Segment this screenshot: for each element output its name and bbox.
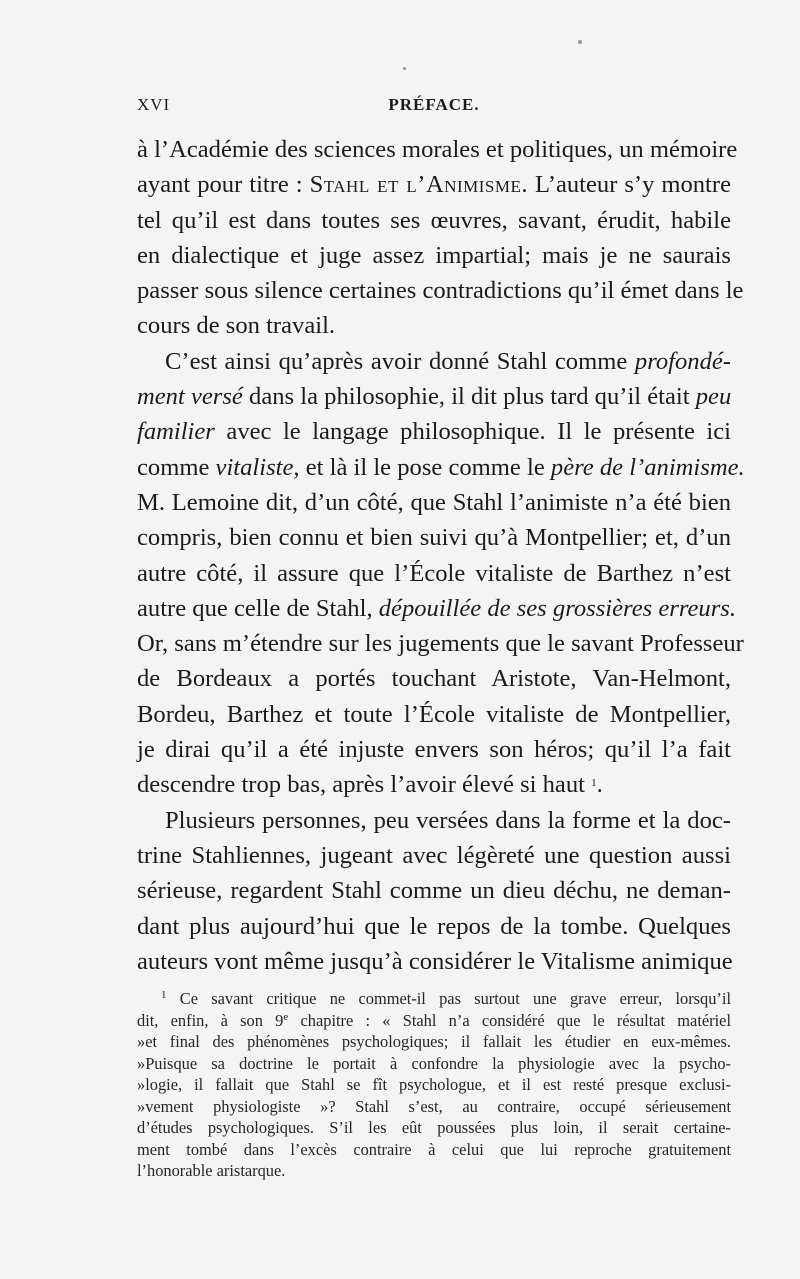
footnote [137,988,731,1182]
footnote-line: »vement physiologiste »? Stahl s’est, au contraire, occupé sérieusement [137,1096,731,1116]
text-line: descendre trop bas, après l’avoir élevé si haut $^1$. [137,771,603,799]
text-line: autre que celle de Stahl, dépouillée de ses grossières erreurs. [137,594,736,622]
text-line: Or, sans m’étendre sur les jugements que le savant Professeur [137,630,744,658]
footnote-line: d’études psychologiques. S’il les eût poussées plus loin, il serait certaine- [137,1118,731,1137]
ink-spot [578,40,582,44]
text-line: comme vitaliste, et là il le pose comme le père de l’animisme. [137,453,745,481]
footnote-line: l’honorable aristarque. [137,1161,286,1180]
page-title: PRÉFACE. [388,95,480,114]
text-line: M. Lemoine dit, d’un côté, que Stahl l’animiste n’a été bien [137,488,731,516]
text-line: ayant pour titre : Stahl et l’Animisme. L’auteur s’y montre [137,171,731,199]
text-line: à l’Académie des sciences morales et politiques, un mémoire [137,136,738,163]
footnote-line: $^1$ Ce savant critique ne commet-il pas surtout une grave erreur, lorsqu’il [161,989,731,1008]
footnote-line: ment tombé dans l’excès contraire à celui que lui reproche gratuitement [137,1139,731,1159]
running-header [137,95,731,121]
footnote-line: »Puisque sa doctrine le portait à confondre la physiologie avec la psycho- [137,1053,731,1073]
text-line: Plusieurs personnes, peu versées dans la forme et la doc- [165,806,731,834]
text-line: de Bordeaux a portés touchant Aristote, Van-Helmont, [137,665,731,693]
text-line: autre côté, il assure que l’École vitaliste de Barthez n’est [137,559,731,587]
body-text [137,132,745,979]
ink-spot [403,67,406,70]
text-line: dant plus aujourd’hui que le repos de la tombe. Quelques [137,912,731,940]
text-line: sérieuse, regardent Stahl comme un dieu déchu, ne deman- [137,877,731,905]
text-line: tel qu’il est dans toutes ses œuvres, savant, érudit, habile [137,206,731,234]
footnote-marker: 1 [591,777,597,790]
text-line: familier avec le langage philosophique. Il le présente ici [137,418,731,446]
footnote-line: »et final des phénomènes psychologiques; il fallait les étudier en eux-mêmes. [137,1032,731,1051]
footnote-line: »logie, il fallait que Stahl se fît psychologue, et il est resté presque exclusi- [137,1075,731,1094]
book-title: Stahl et l’Animisme. [309,171,529,199]
text-line: en dialectique et juge assez impartial; mais je ne saurais [137,241,731,269]
text-line: Bordeu, Barthez et toute l’École vitaliste de Montpellier, [137,700,731,728]
text-line: passer sous silence certaines contradictions qu’il émet dans le [137,277,744,305]
text-line: compris, bien connu et bien suivi qu’à Montpellier; et, d’un [137,524,731,552]
text-line: trine Stahliennes, jugeant avec légèreté une question aussi [137,841,731,869]
text-line: C’est ainsi qu’après avoir donné Stahl comme profondé- [165,347,731,375]
text-line: auteurs vont même jusqu’à considérer le Vitalisme animique [137,947,733,975]
text-line: ment versé dans la philosophie, il dit plus tard qu’il était peu [137,383,732,411]
text-line: cours de son travail. [137,312,336,340]
footnote-number: 1 [161,989,167,1001]
page-number: XVI [137,95,171,114]
text-line: je dirai qu’il a été injuste envers son héros; qu’il l’a fait [137,736,731,764]
footnote-line: dit, enfin, à son 9e chapitre : « Stahl n’a considéré que le résultat matériel [137,1010,732,1030]
